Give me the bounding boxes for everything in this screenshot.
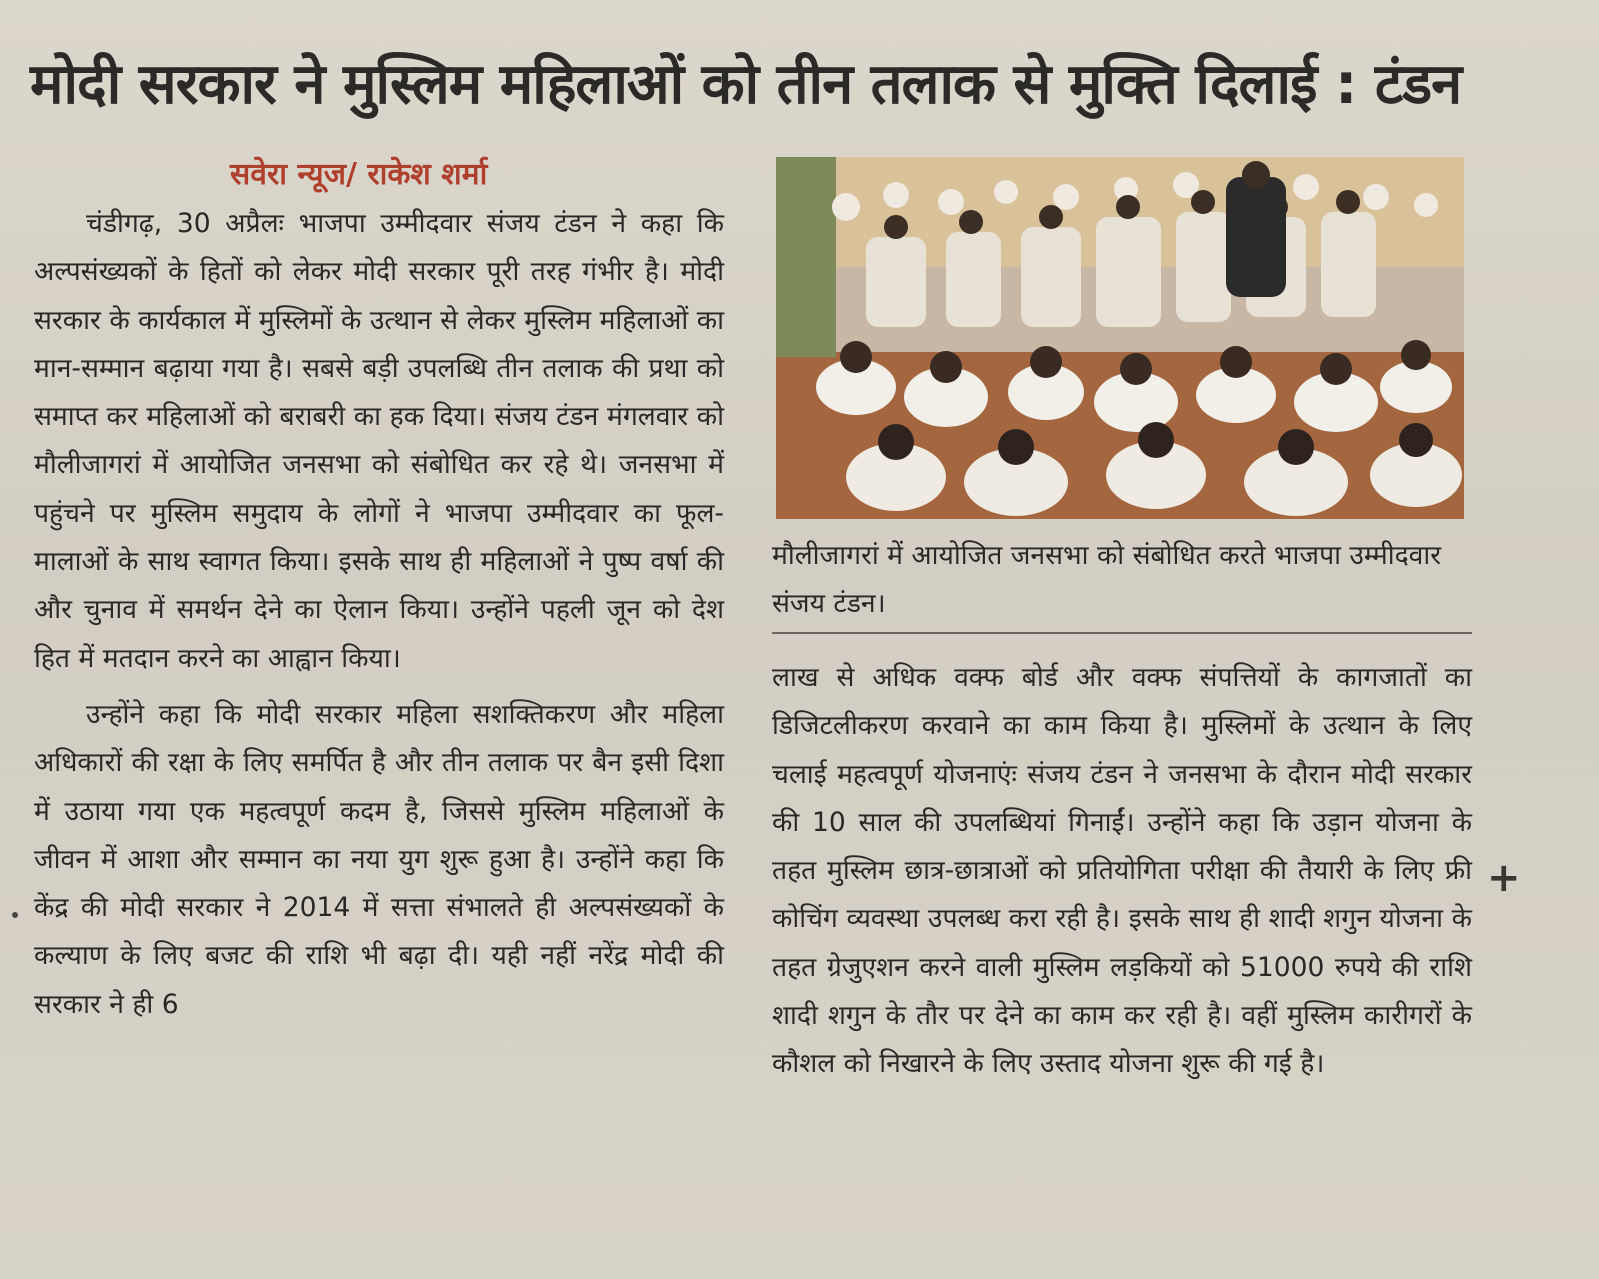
left-column [34, 200, 724, 1029]
left-paragraph-2: उन्होंने कहा कि मोदी सरकार महिला सशक्तिकरण और महिला अधिकारों की रक्षा के लिए समर्पित है और तीन तलाक पर बैन इसी दिशा में उठाया गया एक महत्वपूर्ण कदम है, जिससे मुस्लिम महिलाओं के जीवन में आशा और सम्मान का नया युग शुरू हुआ है। उन्होंने कहा कि केंद्र की मोदी सरकार ने 2014 में सत्ता संभालते ही अल्पसंख्यकों के कल्याण के लिए बजट की राशि भी बढ़ा दी। यही नहीं नरेंद्र मोदी की सरकार ने ही 6 [34, 698, 724, 1020]
byline: सवेरा न्यूज/ राकेश शर्मा [230, 157, 488, 192]
margin-plus-mark: + [1487, 855, 1521, 901]
caption-divider [772, 632, 1472, 634]
ink-speck [12, 912, 18, 918]
headline: मोदी सरकार ने मुस्लिम महिलाओं को तीन तलाक से मुक्ति दिलाई : टंडन [30, 52, 1462, 117]
right-column [772, 654, 1472, 1089]
rally-photo [776, 157, 1464, 519]
left-paragraph-1: चंडीगढ़, 30 अप्रैलः भाजपा उम्मीदवार संजय टंडन ने कहा कि अल्पसंख्यकों के हितों को लेकर मोदी सरकार पूरी तरह गंभीर है। मोदी सरकार के कार्यकाल में मुस्लिमों के उत्थान से लेकर मुस्लिम महिलाओं का मान-सम्मान बढ़ाया गया है। सबसे बड़ी उपलब्धि तीन तलाक की प्रथा को समाप्त कर महिलाओं को बराबरी का हक दिया। संजय टंडन मंगलवार को मौलीजागरां में आयोजित जनसभा को संबोधित कर रहे थे। जनसभा में पहुंचने पर मुस्लिम समुदाय के लोगों ने भाजपा उम्मीदवार का फूल-मालाओं के साथ स्वागत किया। इसके साथ ही महिलाओं ने पुष्प वर्षा की और चुनाव में समर्थन देने का ऐलान किया। उन्होंने पहली जून को देश हित में मतदान करने का आह्वान किया। [34, 208, 724, 674]
photo-caption: मौलीजागरां में आयोजित जनसभा को संबोधित करते भाजपा उम्मीदवार संजय टंडन। [772, 540, 1442, 619]
rally-photo-illustration [776, 157, 1464, 519]
right-paragraph: लाख से अधिक वक्फ बोर्ड और वक्फ संपत्तियों के कागजातों का डिजिटलीकरण करवाने का काम किया है। मुस्लिमों के उत्थान के लिए चलाई महत्वपूर्ण योजनाएंः संजय टंडन ने जनसभा के दौरान मोदी सरकार की 10 साल की उपलब्धियां गिनाईं। उन्होंने कहा कि उड़ान योजना के तहत मुस्लिम छात्र-छात्राओं को प्रतियोगिता परीक्षा की तैयारी के लिए फ्री कोचिंग व्यवस्था उपलब्ध करा रही है। इसके साथ ही शादी शगुन योजना के तहत ग्रेजुएशन करने वाली मुस्लिम लड़कियों को 51000 रुपये की राशि शादी शगुन के तौर पर देने का काम कर रही है। वहीं मुस्लिम कारीगरों के कौशल को निखारने के लिए उस्ताद योजना शुरू की गई है। [772, 662, 1472, 1080]
